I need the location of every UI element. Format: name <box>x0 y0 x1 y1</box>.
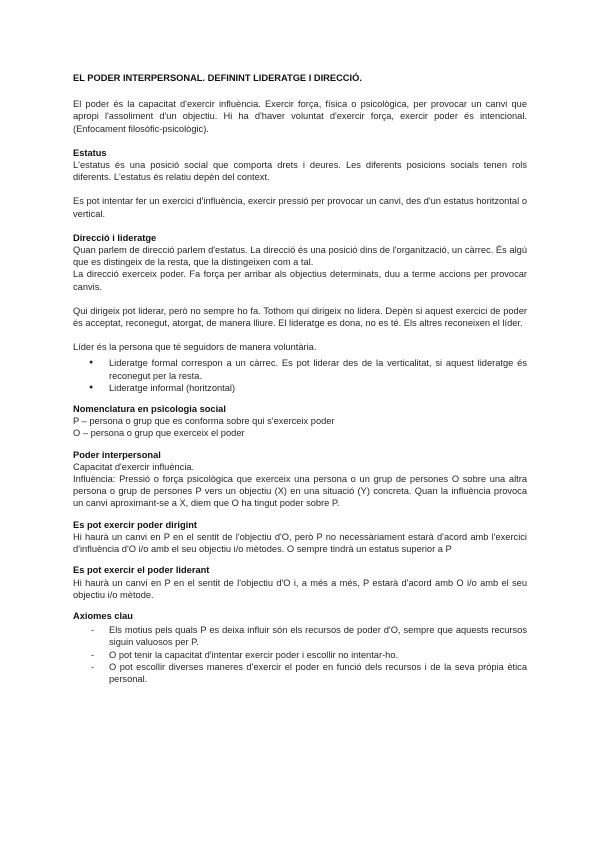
poder-heading: Poder interpersonal <box>73 449 161 460</box>
lideratge-bullet-list <box>73 357 527 394</box>
direccio-paragraph-4: Líder és la persona que té seguidors de manera voluntària. <box>73 342 317 353</box>
direccio-paragraph-1: Quan parlem de direcció parlem d'estatus. La direcció és una posició dins de l'organització, un càrrec. És algú que es distingeix de la resta, que la distingeixen com a tal. <box>73 245 527 268</box>
dirigint-paragraph: Hi haurà un canvi en P en el sentit de l'objectiu d'O, però P no necessàriament estarà d'acord amb l'exercici d'influència d'O i/o amb el seu objectiu i/o mètodes. O sempre tindrà un estatus superior a P <box>73 531 527 555</box>
document-page <box>73 72 527 685</box>
estatus-heading: Estatus <box>73 147 107 158</box>
list-item: - O pot tenir la capacitat d'intentar exercir poder i escollir no intentar-ho. <box>73 649 527 661</box>
list-item: ● Lideratge formal correspon a un càrrec. Es pot liderar des de la verticalitat, si aquest lideratge és reconegut per la resta. <box>73 357 527 381</box>
direccio-paragraph-3: Qui dirigeix pot liderar, però no sempre ho fa. Tothom qui dirigeix no lidera. Depèn si aquest exercici de poder és acceptat, reconegut, atorgat, de manera lliure. El lideratge es dona, no es té. Els altres reconeixen el líder. <box>73 305 527 329</box>
direccio-heading: Direcció i lideratge <box>73 232 157 243</box>
list-item: ● Lideratge informal (horitzontal) <box>73 382 527 394</box>
nomenclatura-line-p: P – persona o grup que es conforma sobre qui s'exerceix poder <box>73 416 335 427</box>
direccio-paragraph-2: La direcció exerceix poder. Fa força per arribar als objectius determinats, duu a terme accions per provocar canvis. <box>73 269 527 292</box>
list-item: - Els motius pels quals P es deixa influir són els recursos de poder d'O, sempre que aquests recursos siguin valuosos per P. <box>73 624 527 648</box>
intro-paragraph: El poder és la capacitat d'exercir influència. Exercir força, física o psicològica, per provocar un canvi que apropi l'assoliment d'un objectiu. Hi ha d'haver voluntat d'exercir força, exercir poder és intencional. (Enfocament filosòfic-psicològic). <box>73 99 527 134</box>
liderant-heading: Es pot exercir el poder liderant <box>73 565 210 576</box>
estatus-paragraph-2: Es pot intentar fer un exercici d'influència, exercir pressió per provocar un canvi, des d'un estatus horitzontal o vertical. <box>73 196 527 219</box>
nomenclatura-line-o: O – persona o grup que exerceix el poder <box>73 428 245 439</box>
dirigint-heading: Es pot exercir poder dirigint <box>73 519 197 530</box>
nomenclatura-heading: Nomenclatura en psicologia social <box>73 404 226 415</box>
list-item: - O pot escollir diverses maneres d'exercir el poder en funció dels recursos i de la seva pròpia ètica personal. <box>73 661 527 685</box>
estatus-paragraph-1: L'estatus és una posició social que comporta drets i deures. Les diferents posicions socials tenen rols diferents. L'estatus és relatiu depèn del context. <box>73 160 527 183</box>
axiomes-heading: Axiomes clau <box>73 610 133 621</box>
liderant-paragraph: Hi haurà un canvi en P en el sentit de l'objectiu d'O i, a més a més, P estarà d'acord amb O i/o amb el seu objectiu i/o mètode. <box>73 577 527 600</box>
poder-paragraph-1: Capacitat d'exercir influència. <box>73 461 195 472</box>
document-title: EL PODER INTERPERSONAL. DEFININT LIDERATGE I DIRECCIÓ. <box>73 73 362 83</box>
poder-paragraph-2: Influència: Pressió o força psicològica que exerceix una persona o un grup de persones O sobre una altra persona o grup de persones P vers un objectiu (X) en una situació (Y) concreta. Quan la influència provoca un canvi aproximant-se a X, diem que O ha tingut poder sobre P. <box>73 474 527 509</box>
axiomes-dash-list <box>73 624 527 685</box>
